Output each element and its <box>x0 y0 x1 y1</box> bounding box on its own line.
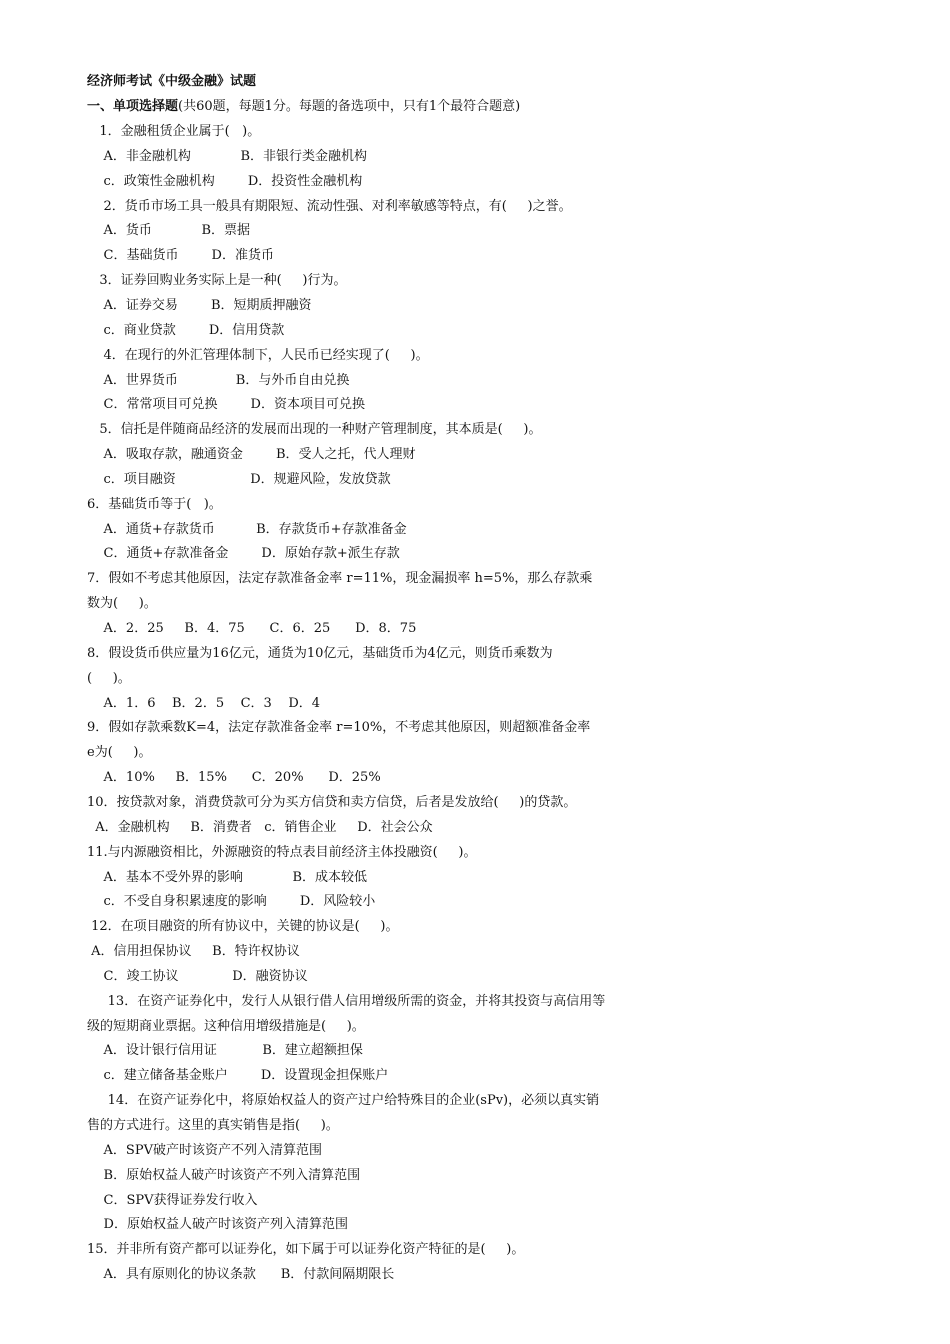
question-line: 11.与内源融资相比，外源融资的特点表目前经济主体投融资( )。 <box>87 845 477 860</box>
question-line: A．吸取存款，融通资金 B．受人之托，代人理财 <box>87 447 416 462</box>
question-line: 级的短期商业票据。这种信用增级措施是( )。 <box>87 1019 365 1034</box>
question-line: 6．基础货币等于( )。 <box>87 497 222 512</box>
question-line: 售的方式进行。这里的真实销售是指( )。 <box>87 1118 339 1133</box>
question-line: 15．并非所有资产都可以证券化，如下属于可以证券化资产特征的是( )。 <box>87 1242 525 1257</box>
document-title: 经济师考试《中级金融》试题 <box>87 74 257 89</box>
question-line: c．商业贷款 D．信用贷款 <box>87 323 285 338</box>
question-line: A．1．6 B．2．5 C．3 D．4 <box>87 696 321 711</box>
question-line: c．政策性金融机构 D．投资性金融机构 <box>87 174 363 189</box>
question-line: 7．假如不考虑其他原因，法定存款准备金率 r=11%，现金漏损率 h=5%，那么存款乘 <box>87 571 593 586</box>
question-line: 2．货币市场工具一般具有期限短、流动性强、对利率敏感等特点，有( )之誉。 <box>87 199 572 214</box>
question-line: A．世界货币 B．与外币自由兑换 <box>87 373 350 388</box>
question-line: C．竣工协议 D．融资协议 <box>87 969 308 984</box>
question-line: 9．假如存款乘数K=4，法定存款准备金率 r=10%，不考虑其他原因，则超额准备金率 <box>87 720 591 735</box>
question-line: A．非金融机构 B．非银行类金融机构 <box>87 149 368 164</box>
question-line: A．SPV破产时该资产不列入清算范围 <box>87 1143 322 1158</box>
question-line: C．SPV获得证券发行收入 <box>87 1193 258 1208</box>
question-line: A．金融机构 B．消费者 c．销售企业 D．社会公众 <box>87 820 433 835</box>
question-line: C．基础货币 D．准货币 <box>87 248 274 263</box>
question-line: A．通货+存款货币 B．存款货币+存款准备金 <box>87 522 407 537</box>
section-heading <box>87 98 520 116</box>
question-line: A．货币 B．票据 <box>87 223 251 238</box>
question-line: 1．金融租赁企业属于( )。 <box>87 124 261 139</box>
question-line: 10．按贷款对象，消费贷款可分为买方信贷和卖方信贷，后者是发放给( )的贷款。 <box>87 795 577 810</box>
question-line: A．信用担保协议 B．特许权协议 <box>87 944 300 959</box>
question-line: A．基本不受外界的影响 B．成本较低 <box>87 870 368 885</box>
question-line: 12．在项目融资的所有协议中，关键的协议是( )。 <box>87 919 399 934</box>
section-heading-note: (共60题，每题1分。每题的备选项中，只有1个最符合题意) <box>178 99 521 114</box>
question-line: 数为( )。 <box>87 596 157 611</box>
question-line: c．不受自身积累速度的影响 D．风险较小 <box>87 894 376 909</box>
question-line: e为( )。 <box>87 745 152 760</box>
question-line: C．常常项目可兑换 D．资本项目可兑换 <box>87 397 365 412</box>
question-line: A．证券交易 B．短期质押融资 <box>87 298 312 313</box>
question-line: 5．信托是伴随商品经济的发展而出现的一种财产管理制度，其本质是( )。 <box>87 422 542 437</box>
question-line: C．通货+存款准备金 D．原始存款+派生存款 <box>87 546 400 561</box>
question-line: c．建立储备基金账户 D．设置现金担保账户 <box>87 1068 389 1083</box>
question-line: c．项目融资 D．规避风险，发放贷款 <box>87 472 391 487</box>
question-line: 3．证券回购业务实际上是一种( )行为。 <box>87 273 347 288</box>
section-heading-label: 一、单项选择题 <box>87 99 179 114</box>
question-line: 14．在资产证券化中，将原始权益人的资产过户给特殊目的企业(sPv)，必须以真实销 <box>87 1093 600 1108</box>
question-line: 4．在现行的外汇管理体制下，人民币已经实现了( )。 <box>87 348 429 363</box>
question-line: 13．在资产证券化中，发行人从银行借人信用增级所需的资金，并将其投资与高信用等 <box>87 994 606 1009</box>
question-line: A．具有原则化的协议条款 B．付款间隔期限长 <box>87 1267 395 1282</box>
question-line: 8．假设货币供应量为16亿元，通货为10亿元，基础货币为4亿元，则货币乘数为 <box>87 646 553 661</box>
question-line: ( )。 <box>87 671 131 686</box>
question-line: B．原始权益人破产时该资产不列入清算范围 <box>87 1168 361 1183</box>
question-line: A．10% B．15% C．20% D．25% <box>87 770 381 785</box>
question-line: A．设计银行信用证 B．建立超额担保 <box>87 1043 363 1058</box>
question-line: A．2．25 B．4．75 C．6．25 D．8．75 <box>87 621 417 636</box>
question-line: D．原始权益人破产时该资产列入清算范围 <box>87 1217 348 1232</box>
